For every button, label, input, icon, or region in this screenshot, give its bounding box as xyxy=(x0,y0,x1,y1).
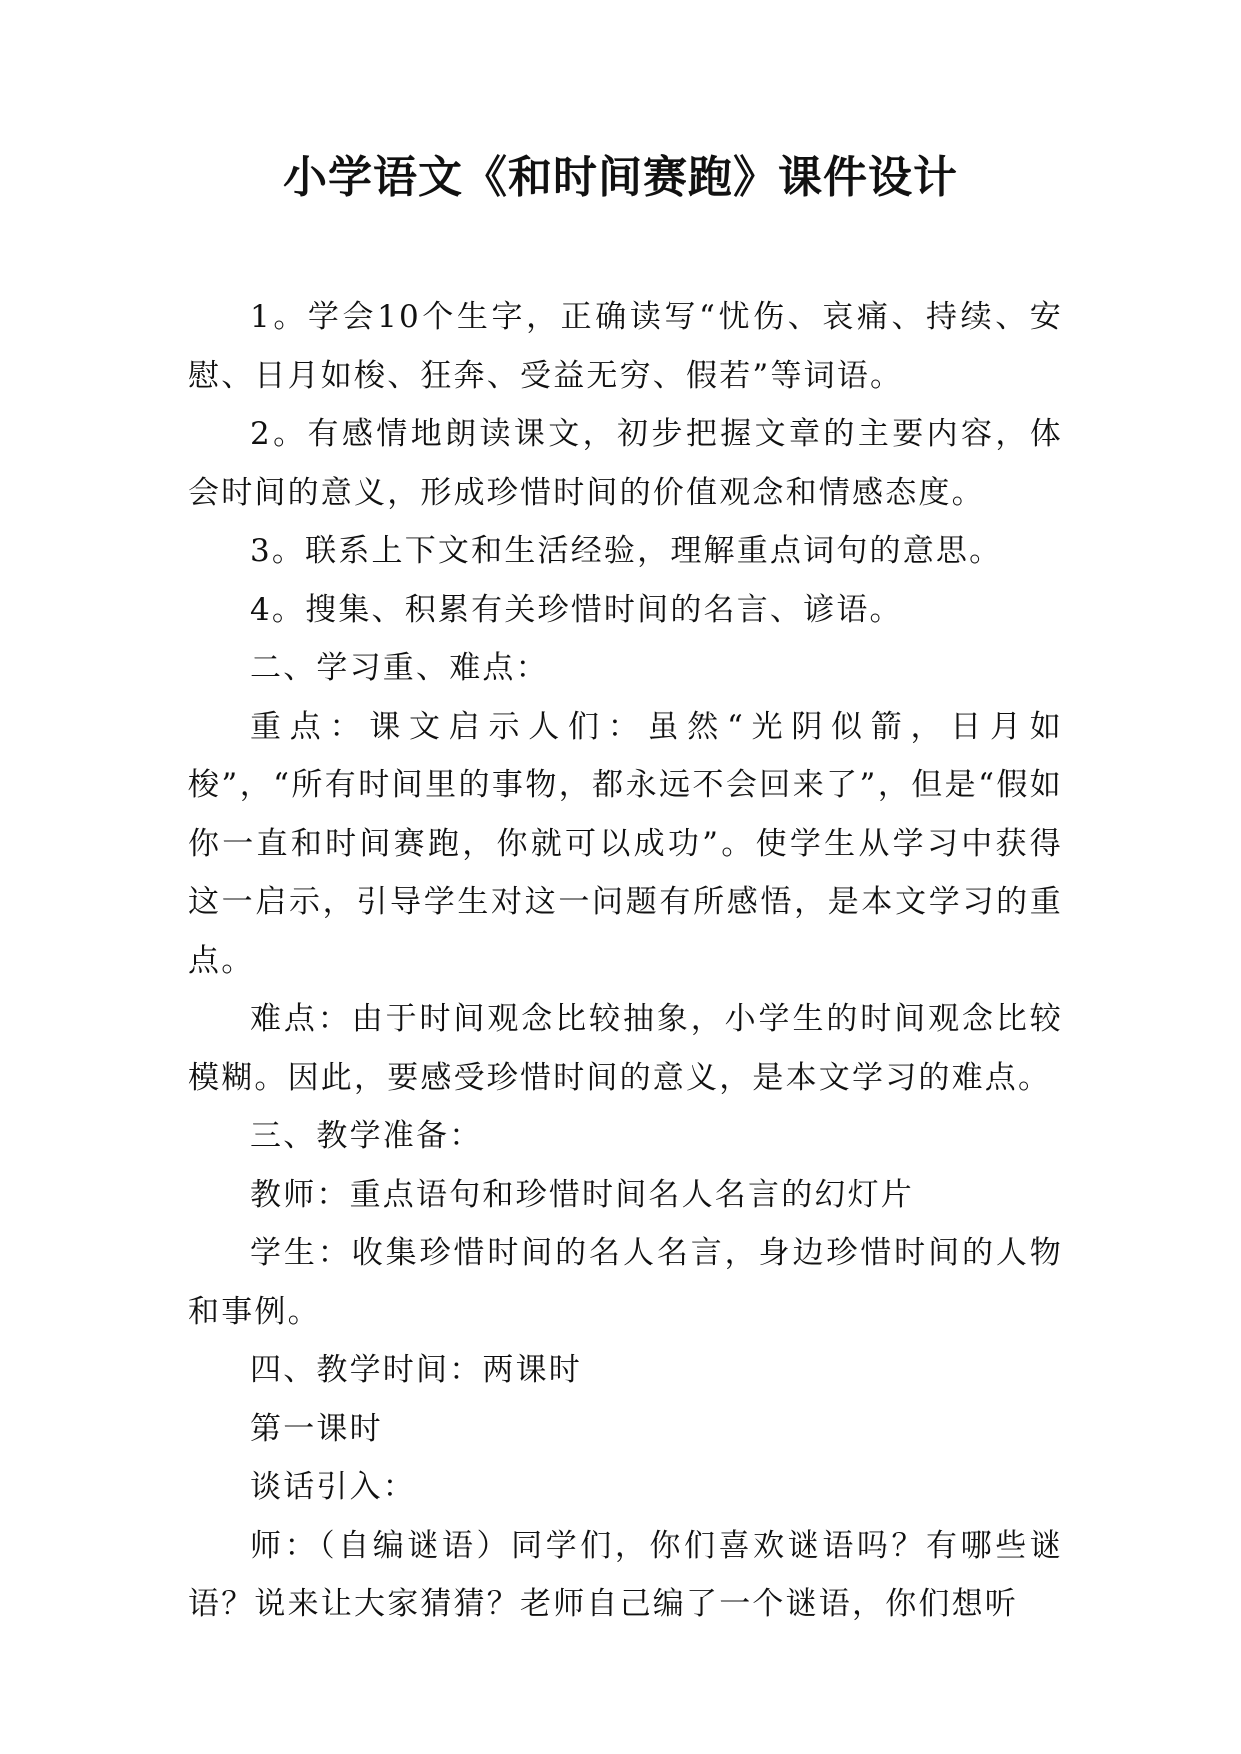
paragraph-objective-4: 4。搜集、积累有关珍惜时间的名言、谚语。 xyxy=(250,591,903,628)
paragraph-teacher-prep: 教师：重点语句和珍惜时间名人名言的幻灯片 xyxy=(250,1176,914,1213)
paragraph-teacher-riddle: 师：（自编谜语）同学们，你们喜欢谜语吗？有哪些谜语？说来让大家猜猜？老师自己编了一个谜语，你们想听 xyxy=(188,1527,1063,1622)
paragraph-objective-2: 2。有感情地朗读课文，初步把握文章的主要内容，体会时间的意义，形成珍惜时间的价值观念和情感态度。 xyxy=(188,416,1063,511)
paragraph-difficult-point: 难点：由于时间观念比较抽象，小学生的时间观念比较模糊。因此，要感受珍惜时间的意义，是本文学习的难点。 xyxy=(188,1001,1063,1096)
document-title: 小学语文《和时间赛跑》课件设计 xyxy=(283,152,958,203)
section-heading-teaching-time: 四、教学时间：两课时 xyxy=(250,1352,582,1388)
document-body xyxy=(188,288,1063,1634)
paragraph-objective-1: 1。学会10个生字，正确读写“忧伤、哀痛、持续、安慰、日月如梭、狂奔、受益无穷、假若”等词语。 xyxy=(188,299,1063,394)
paragraph-key-point: 重点：课文启示人们：虽然“光阴似箭，日月如梭”，“所有时间里的事物，都永远不会回来了”，但是“假如你一直和时间赛跑，你就可以成功”。使学生从学习中获得这一启示，引导学生对这一问题有所感悟，是本文学习的重点。 xyxy=(188,708,1063,979)
section-heading-key-points: 二、学习重、难点： xyxy=(250,650,549,686)
paragraph-first-lesson: 第一课时 xyxy=(250,1410,383,1447)
paragraph-introduction: 谈话引入： xyxy=(250,1469,416,1505)
paragraph-objective-3: 3。联系上下文和生活经验，理解重点词句的意思。 xyxy=(250,533,1003,569)
section-heading-preparation: 三、教学准备： xyxy=(250,1118,483,1154)
paragraph-student-prep: 学生：收集珍惜时间的名人名言，身边珍惜时间的人物和事例。 xyxy=(188,1235,1063,1330)
